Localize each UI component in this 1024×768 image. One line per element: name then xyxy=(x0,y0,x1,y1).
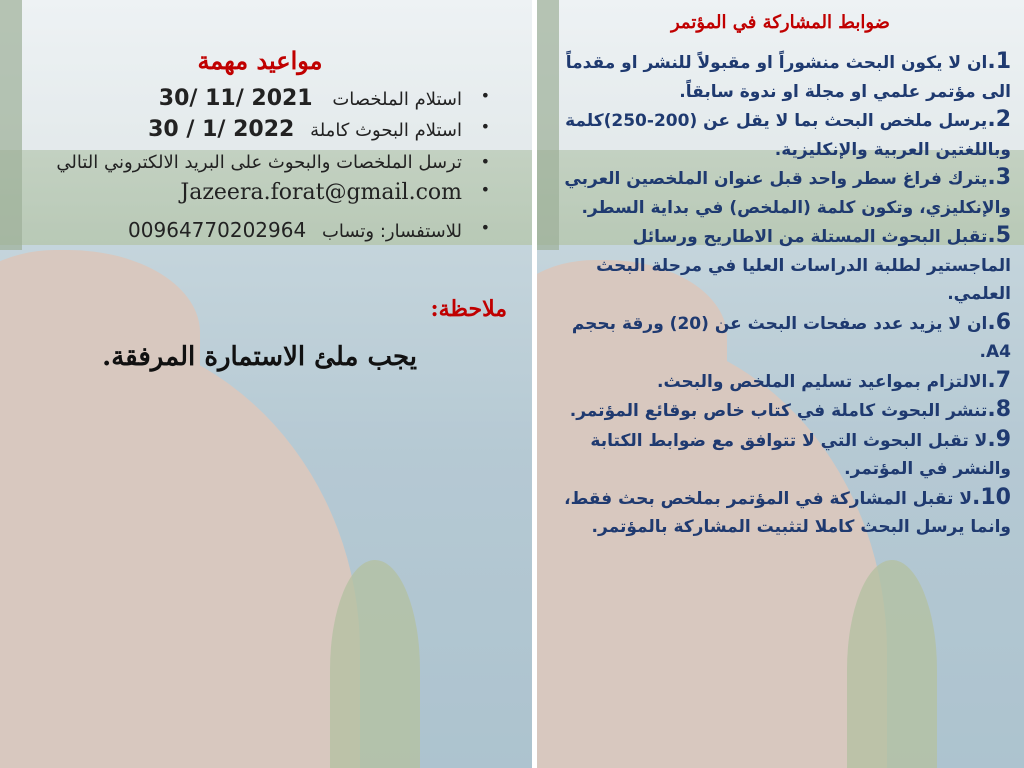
rule-item: 3.يترك فراغ سطر واحد قبل عنوان الملخصين العربي والإنكليزي، وتكون كلمة (الملخص) في بداية السطر. xyxy=(564,165,1011,218)
rule-item: 5.تقبل البحوث المستلة من الاطاريح ورسائل الماجستير لطلبة الدراسات العليا في مرحلة البحث العلمي. xyxy=(596,223,1011,304)
conference-rules-title: ضوابط المشاركة في المؤتمر xyxy=(671,12,890,33)
item-label: استلام البحوث كاملة xyxy=(310,120,462,141)
list-item-abstracts-date xyxy=(159,86,462,111)
note-text: يجب ملئ الاستمارة المرفقة. xyxy=(102,342,417,372)
rule-item: 10.لا تقبل المشاركة في المؤتمر بملخص بحث فقط، وانما يرسل البحث كاملا لتثبيت المشاركة بالمؤتمر. xyxy=(564,484,1011,537)
rule-item: 8.تنشر البحوث كاملة في كتاب خاص بوقائع المؤتمر. xyxy=(569,397,1011,422)
rule-item: 7.الالتزام بمواعيد تسليم الملخص والبحث. xyxy=(657,367,1011,393)
item-value: 30/ 11/ 2021 xyxy=(158,86,313,111)
rule-item: 9.لا تقبل البحوث التي لا تتوافق مع ضوابط الكتابة والنشر في المؤتمر. xyxy=(590,426,1011,479)
item-label: استلام الملخصات xyxy=(332,89,462,110)
rule-item: 6.ان لا يزيد عدد صفحات البحث عن (20) ورقة بحجم A4. xyxy=(571,309,1011,362)
rule-item: 2.يرسل ملخص البحث بما لا يقل عن (200-250)كلمة وباللغتين العربية والإنكليزية. xyxy=(565,107,1011,160)
rules-list xyxy=(549,48,1011,542)
note-heading: ملاحظة: xyxy=(430,296,507,322)
list-item-submission-info xyxy=(56,152,462,173)
item-value: 30 / 1/ 2022 xyxy=(148,117,295,142)
item-label: ترسل الملخصات والبحوث على البريد الالكتروني التالي xyxy=(56,152,462,173)
list-item-papers-date xyxy=(148,117,462,142)
list-item-contact xyxy=(128,218,462,242)
item-label: للاستفسار: وتساب xyxy=(321,221,462,242)
whatsapp-number: 00964770202964 xyxy=(128,218,307,242)
important-dates-title: مواعيد مهمة xyxy=(197,46,323,75)
right-page xyxy=(537,0,1024,768)
email-link[interactable]: Jazeera.forat@gmail.com xyxy=(180,180,462,205)
rule-item: 1.ان لا يكون البحث منشوراً او مقبولاً للنشر او مقدماً الى مؤتمر علمي او مجلة او ندوة سابقاً. xyxy=(565,49,1011,102)
list-item-email[interactable] xyxy=(180,180,462,205)
